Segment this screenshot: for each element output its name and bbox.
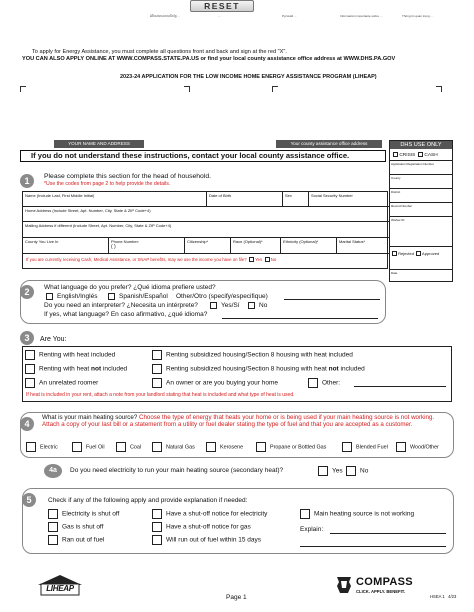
spanish-checkbox[interactable] bbox=[108, 293, 115, 300]
interpreter-question: Do you need an interpreter? ¿Necesita un intérprete? bbox=[44, 302, 198, 309]
rejected-label: Rejected bbox=[398, 251, 414, 256]
renting-heat-not-included-checkbox[interactable] bbox=[25, 364, 35, 374]
other-language-label: Other/Otro (specify/especifique) bbox=[176, 293, 268, 300]
fuel-electric-label: Electric bbox=[40, 444, 58, 451]
phone-label: Phone Number: bbox=[111, 239, 140, 244]
instructions-warning: If you do not understand these instructions, contact your local county assistance office. bbox=[20, 150, 386, 162]
fuel-kerosene-checkbox[interactable] bbox=[206, 442, 216, 452]
secondary-heat-yes-checkbox[interactable] bbox=[318, 466, 328, 476]
interpreter-yes-checkbox[interactable] bbox=[210, 302, 217, 309]
renting-heat-not-included-label: Renting with heat not included bbox=[39, 365, 128, 373]
shutoff-notice-gas-checkbox[interactable] bbox=[152, 522, 162, 532]
dhs-field[interactable]: Application Registration Number bbox=[390, 160, 452, 174]
dhs-field[interactable]: Date bbox=[390, 269, 452, 282]
benefits-no-checkbox[interactable] bbox=[265, 257, 270, 262]
english-checkbox[interactable] bbox=[46, 293, 53, 300]
ran-out-of-fuel-checkbox[interactable] bbox=[48, 535, 58, 545]
marital-status-field[interactable]: Marital Status* bbox=[337, 238, 389, 254]
county-box-marks bbox=[272, 86, 442, 146]
page-number: Page 1 bbox=[226, 594, 247, 601]
cash-label: CASH bbox=[424, 152, 438, 158]
crisis-checkbox[interactable] bbox=[393, 152, 398, 157]
fuel-natural-gas-checkbox[interactable] bbox=[152, 442, 162, 452]
section-1-table bbox=[22, 191, 388, 269]
heating-not-working-label: Main heating source is not working bbox=[314, 510, 415, 518]
compass-wordmark: COMPASS bbox=[356, 576, 413, 588]
interpreter-language-input[interactable] bbox=[222, 318, 378, 319]
shutoff-notice-gas-label: Have a shut-off notice for gas bbox=[166, 523, 251, 531]
language-note: Información importante sobre ... bbox=[340, 14, 383, 18]
compass-tagline: CLICK. APPLY. BENEFIT. bbox=[356, 589, 406, 594]
fuel-coal-label: Coal bbox=[130, 444, 142, 451]
electricity-shut-off-label: Electricity is shut off bbox=[62, 510, 120, 518]
name-address-tab: YOUR NAME AND ADDRESS bbox=[54, 140, 144, 148]
renting-heat-included-checkbox[interactable] bbox=[25, 350, 35, 360]
shutoff-notice-electricity-label: Have a shut-off notice for electricity bbox=[166, 510, 268, 518]
section-3-heading: Are You: bbox=[40, 336, 67, 343]
secondary-heat-yes-label: Yes bbox=[332, 467, 343, 475]
section-1-heading: Please complete this section for the head of household. bbox=[44, 173, 212, 180]
unrelated-roomer-checkbox[interactable] bbox=[25, 378, 35, 388]
heat-included-note: If heat is included in your rent, attach a note from your landlord stating that heat is included and what type of heat is used. bbox=[26, 392, 295, 398]
home-address-field[interactable]: Home Address (Include Street, Apt. Number, City, State & ZIP Code+4) bbox=[23, 207, 389, 222]
explain-label: Explain: bbox=[300, 526, 324, 533]
secondary-heat-question: Do you need electricity to run your main heating source (secondary heat)? bbox=[70, 467, 284, 474]
liheap-logo-text: LIHEAP bbox=[46, 584, 74, 593]
fuel-oil-checkbox[interactable] bbox=[72, 442, 82, 452]
fuel-blended-checkbox[interactable] bbox=[342, 442, 352, 452]
secondary-heat-no-label: No bbox=[360, 467, 369, 475]
approved-label: Approved bbox=[422, 251, 440, 256]
crisis-label: CRISIS bbox=[399, 152, 416, 158]
heating-not-working-checkbox[interactable] bbox=[300, 509, 310, 519]
ethnicity-field[interactable]: Ethnicity (Optional)* bbox=[281, 238, 337, 254]
fuel-oil-label: Fuel Oil bbox=[86, 444, 105, 451]
fuel-electric-checkbox[interactable] bbox=[26, 442, 36, 452]
county-office-tab: Your county assistance office address bbox=[276, 140, 382, 148]
citizenship-field[interactable]: Citizenship* bbox=[185, 238, 231, 254]
fuel-wood-other-checkbox[interactable] bbox=[396, 442, 406, 452]
phone-field[interactable] bbox=[109, 238, 185, 254]
secondary-heat-no-checkbox[interactable] bbox=[346, 466, 356, 476]
heating-source-question: What is your main heating source? bbox=[42, 414, 138, 421]
fuel-propane-checkbox[interactable] bbox=[256, 442, 266, 452]
electricity-shut-off-checkbox[interactable] bbox=[48, 509, 58, 519]
form-id: HSEA 1 4/23 bbox=[430, 594, 457, 599]
english-label: English/Inglés bbox=[57, 293, 98, 301]
ssn-field[interactable]: Social Security Number bbox=[309, 192, 389, 207]
fuel-coal-checkbox[interactable] bbox=[116, 442, 126, 452]
section-5-number: 5 bbox=[22, 493, 36, 507]
reset-button[interactable]: RESET bbox=[190, 0, 254, 12]
section-1-subheading: *Use the codes from page 2 to help provide the details. bbox=[44, 181, 171, 187]
subsidized-heat-included-label: Renting subsidized housing/Section 8 housing with heat included bbox=[166, 351, 353, 359]
subsidized-heat-not-included-label: Renting subsidized housing/Section 8 housing with heat not included bbox=[166, 365, 365, 373]
approved-checkbox[interactable] bbox=[416, 251, 421, 256]
run-out-fuel-15-days-checkbox[interactable] bbox=[152, 535, 162, 545]
explain-input-line-2[interactable] bbox=[300, 546, 446, 547]
section-1-number: 1 bbox=[20, 174, 34, 188]
section-4-number: 4 bbox=[20, 417, 34, 431]
language-strip bbox=[150, 14, 470, 32]
section-5-heading: Check if any of the following apply and provide explanation if needed: bbox=[48, 497, 248, 504]
spanish-label: Spanish/Español bbox=[119, 293, 168, 301]
fuel-blended-label: Blended Fuel bbox=[356, 444, 388, 451]
heating-source-instruction: Choose the type of energy that heats your home or is being used if your main heating source is not working. Attach a copy of your last bill or a statement from a utility or fuel dealer stating the type of fuel and that you are accepted as a customer. bbox=[42, 414, 435, 429]
header-online-note: YOU CAN ALSO APPLY ONLINE AT WWW.COMPASS.STATE.PA.US or find your local county assistance office address at WWW.DHS.PA.GOV bbox=[22, 56, 396, 62]
unrelated-roomer-label: An unrelated roomer bbox=[39, 379, 99, 387]
fuel-kerosene-label: Kerosene bbox=[220, 444, 244, 451]
rejected-checkbox[interactable] bbox=[392, 251, 397, 256]
interpreter-no-checkbox[interactable] bbox=[248, 302, 255, 309]
owner-checkbox[interactable] bbox=[152, 378, 162, 388]
compass-logo bbox=[336, 574, 426, 598]
language-note: ... bbox=[218, 14, 221, 18]
county-field[interactable]: County You Live In bbox=[23, 238, 109, 254]
dhs-field[interactable]: Worker ID bbox=[390, 216, 452, 246]
ran-out-of-fuel-label: Ran out of fuel bbox=[62, 536, 105, 544]
fuel-options bbox=[26, 440, 450, 452]
name-box-marks bbox=[20, 86, 190, 146]
race-field[interactable]: Race (Optional)* bbox=[231, 238, 281, 254]
dhs-field[interactable]: District bbox=[390, 188, 452, 202]
header-instruction: To apply for Energy Assistance, you must complete all questions front and back and sign at the red "X". bbox=[32, 49, 287, 55]
dhs-field[interactable]: Record Number bbox=[390, 202, 452, 216]
liheap-logo bbox=[34, 574, 86, 596]
owner-label: An owner or are you buying your home bbox=[166, 379, 279, 387]
interpreter-yes-label: Yes/Sí bbox=[221, 302, 240, 310]
subsidized-heat-included-checkbox[interactable] bbox=[152, 350, 162, 360]
subsidized-heat-not-included-checkbox[interactable] bbox=[152, 364, 162, 374]
gas-shut-off-checkbox[interactable] bbox=[48, 522, 58, 532]
interpreter-no-label: No bbox=[259, 302, 268, 310]
other-language-input[interactable] bbox=[284, 299, 380, 300]
dob-field[interactable]: Date of Birth bbox=[207, 192, 283, 207]
section-3-number: 3 bbox=[20, 331, 34, 345]
dhs-use-title: DHS USE ONLY bbox=[390, 141, 452, 149]
explain-input[interactable] bbox=[330, 533, 446, 534]
language-note: Thông tin quan trọng ... bbox=[402, 14, 434, 18]
gas-shut-off-label: Gas is shut off bbox=[62, 523, 104, 531]
benefits-yes-label: Yes bbox=[255, 257, 263, 262]
phone-area-code: ( ) bbox=[111, 244, 116, 250]
other-housing-label: Other: bbox=[322, 379, 341, 387]
sex-field[interactable]: Sex bbox=[283, 192, 309, 207]
language-note: អំពីសេវាភាសាឥតគិតថ្លៃ ... bbox=[150, 14, 180, 18]
interpreter-language-question: If yes, what language? En caso afirmativo, ¿qué idioma? bbox=[44, 311, 208, 318]
fuel-wood-other-label: Wood/Other bbox=[410, 444, 439, 451]
fuel-natural-gas-label: Natural Gas bbox=[166, 444, 195, 451]
fuel-propane-label: Propane or Bottled Gas bbox=[270, 444, 327, 451]
mailing-address-field[interactable]: Mailing Address if different (Include Street, Apt. Number, City, State & ZIP Code+4) bbox=[23, 222, 389, 238]
benefits-yes-checkbox[interactable] bbox=[249, 257, 254, 262]
other-housing-checkbox[interactable] bbox=[308, 378, 318, 388]
benefits-no-label: No bbox=[270, 257, 277, 262]
shutoff-notice-electricity-checkbox[interactable] bbox=[152, 509, 162, 519]
program-title: 2023-24 APPLICATION FOR THE LOW INCOME HOME ENERGY ASSISTANCE PROGRAM (LIHEAP) bbox=[120, 74, 377, 80]
dhs-field[interactable]: County bbox=[390, 174, 452, 188]
benefits-question: If you are currently receiving Cash, Medical Assistance, or SNAP benefits, may we use the income you have on file? bbox=[26, 257, 247, 262]
language-question: What language do you prefer? ¿Qué idioma prefiere usted? bbox=[44, 284, 216, 291]
section-4a-number: 4a bbox=[44, 464, 62, 478]
dhs-use-panel bbox=[389, 140, 453, 282]
cash-checkbox[interactable] bbox=[418, 152, 423, 157]
keystone-icon bbox=[336, 576, 352, 594]
name-field[interactable]: Name (Include Last, First Middle Initial) bbox=[23, 192, 207, 207]
section-2-number: 2 bbox=[20, 285, 34, 299]
language-note: Русский ... bbox=[282, 14, 297, 18]
renting-heat-included-label: Renting with heat included bbox=[39, 351, 116, 359]
other-housing-input[interactable] bbox=[354, 386, 446, 387]
run-out-fuel-15-days-label: Will run out of fuel within 15 days bbox=[166, 536, 262, 544]
